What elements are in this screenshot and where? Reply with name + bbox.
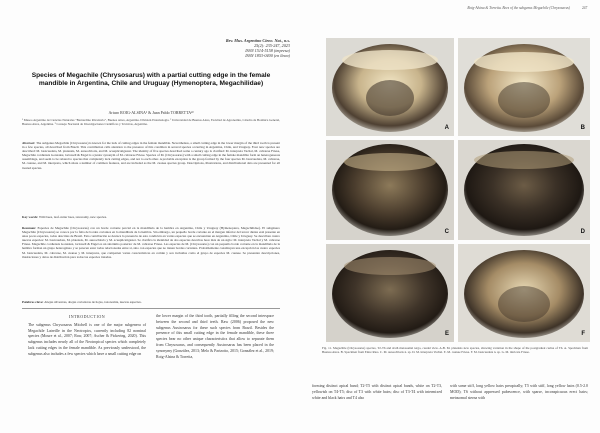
section-divider	[22, 308, 280, 309]
figure-page-column-2: with some stiff, long yellow hairs preapically; T5 with stiff, long yellow hairs (0.5-2.0 MOD); T6 without appressed pubescence, with sparse, inconspicuous erect hairs; metasomal sterna with	[450, 384, 588, 400]
figure-panel-a	[326, 38, 454, 136]
resumen-label: Resumen:	[22, 226, 37, 230]
article-authors: Arturo ROIG-ALSINA¹ & Juan Pablo TORRETTA²³	[108, 110, 194, 115]
bee-tergum-photo	[458, 244, 590, 342]
figure-page-column-1: forming distinct apical band; T2-T5 with distinct apical bands, white on T2-T3, yellowish on T4-T5; disc of T3 with white hairs; disc of T3-T4 with intermixed white and black hairs and T4 also	[312, 384, 442, 400]
panel-label-b: B	[580, 125, 585, 131]
figure-panel-b	[458, 38, 590, 136]
panel-label-a: A	[444, 125, 449, 131]
author-affiliations: ¹ Museo Argentino de Ciencias Naturales "Bernardino Rivadavia", Buenos Aires, Argentina. División Entomología. ² Universidad de Buenos Aires, Facultad de Agronomía, Cátedra de Botánica General, Buenos Aires, Argentina. ³ Consejo Nacional de Investigaciones Científicas y Técnicas, Argentina.	[22, 118, 280, 126]
running-head: Roig-Alsina & Torretta. Bees of the subgenus Megachile (Chrysosarus)	[467, 6, 570, 10]
panel-label-c: C	[444, 229, 449, 235]
body-text-2: the lower margin of the third tooth, partially filling the second interspace between the second and third teeth. Raw (2006) proposed the new subgenus Austrosarus for these such species from Brazil. Besides the presence of this small cutting edge in the female mandible, these three species bear no other unique characteristics that allow to separate them from Chrysosarus, and consequently Austrosarus has been placed in the synonymy (González, 2013; Melo & Parizotto, 2015; González et al., 2019; Roig-Alsina & Torretta,	[156, 314, 274, 359]
keywords-text: Wild bees, leaf-cutter bees, taxonomy, new species.	[38, 215, 107, 219]
figure-panel-e	[326, 244, 454, 342]
body-column-2	[156, 314, 274, 360]
panel-label-d: D	[580, 229, 585, 235]
bee-tergum-photo	[326, 38, 454, 136]
figure-panel-c	[326, 140, 454, 240]
abstract-text: The subgenus Megachile (Chrysosarus) is known for the lack of cutting edges in the female mandible. Nevertheless, a small cutting edge in the lower margin of the third tooth is present in a few species, all described from Brazil. This contribution calls attention to the presence of this condition in several species occurring in Argentina, Chile, and Uruguay. Four new species are described: M. basicaudata, M. platensis, M. aureochloris, and M. acuaplicatigaster. The identity of five species described some a century ago is clarified: M. interpreta Vachal, M. cabrarae Friese, Megachile cordiensis Gonzalez, Griswell & Engel is a junior synonym of M. cabrarae Friese. Species of M. (Chrysosarus) with a small cutting edge in the female mandible form an heterogeneous assemblage, and seem to be related to species that completely lack cutting edges, and not to each other. A probable exception is the group formed by the four species M. basicaudata, M. cabrarae, M. cuanae, and M. interpreta, which share a number of common features, and are included as the M. cuanae species group. Descriptions, illustrations, and distributional data are presented for all treated species.	[22, 141, 280, 170]
journal-volume: 25(2): 235-247, 2023	[254, 43, 290, 48]
keywords-label: Key words:	[22, 215, 39, 219]
page-number: 247	[582, 6, 588, 10]
palabras-text: Abejas silvestres, abejas cortadoras de hojas, taxonomía, nuevas especies.	[44, 300, 142, 304]
journal-issn-print: ISSN 1514-5158 (impresa)	[245, 48, 290, 53]
bee-tergum-photo	[326, 140, 454, 240]
figure-caption: Fig. 11. Megachile (Chrysosarus) species, T2-T6 and sixth metasomal terga, caudal view. A-B. M. platensis new species, showing variation in the shape of the postgradual carina of T6. A. Specimen from Buenos Aires. B. Specimen from Entre Ríos. C. M. aureochloris n. sp. D. M. interpreta Vachal. E. M. cuanae Friese. F. M. basicaudata n. sp. G. M. intricata Friese.	[322, 346, 588, 355]
panel-label-f: F	[581, 331, 585, 337]
bee-tergum-photo	[458, 38, 590, 136]
figure-page	[300, 0, 600, 433]
journal-issn-online: ISSN 1853-0400 (en línea)	[245, 53, 290, 58]
resumen-text: Especies de Megachile (Chrysosarus) con un borde cortante parcial en la mandíbula de la hembra en Argentina, Chile y Uruguay (Hymenoptera, Megachilidae). El subgénero Megachile (Chrysosarus) se conoce por la falta de bordes cortantes en la mandíbula de la hembra. Sin embargo, un pequeño borde cortante en el margen inferior del tercer diente está presente en unas pocas especies, todas descritas de Brasil. Esta contribución se destaca la presencia de esta condición en varias especies que se encuentran en Argentina, Chile y Uruguay. Se describen cuatro nuevas especies: M. basicaudata, M. platensis, M. aureochloris y M. acuaplicatigaster. Se clarifica la identidad de dos especies descritas hace más de un siglo: M. interpreta Vachal y M. cabrarae Friese. Megachile cordiensis Gonzalez, Griswell & Engel es un sinónimo posterior de M. cabrarae Friese. Las especies de M. (Chrysosarus) con un pequeño borde cortante en la mandíbula de la hembra forman un grupo heterogéneo y se parecen estar todas relacionadas entre sí, sino con especies que no tienen bordes cortantes. Probablemente constituyen una excepción las cuatro especies M. basicaudata, M. cabrarae, M. cuanae y M. interpreta, que comparten varias características en común y son incluidas como el grupo de especies M. cuanae. Se presentan descripciones, ilustraciones y datos de distribución para todas las especies tratadas.	[22, 226, 281, 259]
journal-name: Rev. Mus. Argentino Cienc. Nat., n.s.	[225, 38, 290, 43]
introduction-heading: INTRODUCTION	[68, 314, 106, 319]
body-text-1: The subgenus Chrysosarus Mitchell is one of the major subgenera of Megachile Latreille in the Neotropics, currently including 82 nominal species (Moure et al., 2007; Raw, 2007; Ascher & Pickering, 2020). This subgenus includes nearly all of the Neotropical species which completely lack cutting edges in the female mandible. As previously understood, the subgenus also includes a few species which have a small cutting edge on	[28, 322, 146, 356]
abstract	[22, 141, 280, 170]
palabras-clave	[22, 300, 280, 304]
article-title: Species of Megachile (Chrysosarus) with a partial cutting edge in the female mandible in Argentina, Chile and Uruguay (Hymenoptera, Megachilidae)	[31, 72, 271, 87]
abstract-label: Abstract:	[22, 141, 36, 145]
resumen	[22, 226, 280, 259]
panel-label-e: E	[444, 331, 449, 337]
figure-panel-f	[458, 244, 590, 342]
figure-panel-d	[458, 140, 590, 240]
palabras-label: Palabras clave:	[22, 300, 44, 304]
journal-info	[226, 38, 290, 58]
body-column-1	[28, 314, 146, 358]
bee-tergum-photo	[326, 244, 454, 342]
keywords	[22, 215, 280, 219]
bee-tergum-photo	[458, 140, 590, 240]
